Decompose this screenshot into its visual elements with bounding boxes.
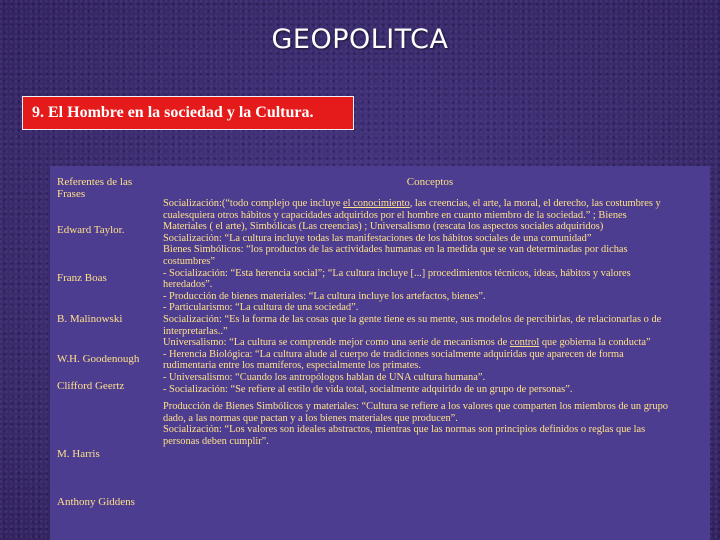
referent-clifford-geertz: Clifford Geertz: [57, 380, 125, 392]
concepts-block-main: [163, 198, 668, 395]
referent-malinowski: B. Malinowski: [57, 313, 123, 325]
referent-franz-boas: Franz Boas: [57, 272, 107, 284]
referents-column-header: Referentes de las Frases: [57, 176, 133, 200]
section-heading: 9. El Hombre en la sociedad y la Cultura.: [22, 96, 354, 130]
concept-boas-socializacion: Socialización: “La cultura incluye todas las manifestaciones de los hábitos sociales de una comunidad”: [163, 232, 592, 244]
referent-goodenough: W.H. Goodenough: [57, 353, 140, 365]
concept-herencia-biologica: - Herencia Biológica: “La cultura alude al cuerpo de tradiciones socialmente adquiridas que aparecen de forma rudimentaria entre los mamíferos, especialmente los primates.: [163, 348, 624, 372]
concepts-column: [163, 198, 668, 447]
concept-text: que gobierna la conducta”: [539, 337, 651, 349]
link-el-conocimiento[interactable]: el conocimiento: [343, 198, 410, 209]
referent-m-harris: M. Harris: [57, 448, 100, 460]
referent-anthony-giddens: Anthony Giddens: [57, 496, 135, 508]
concept-malinowski-socializacion: - Socialización: “Esta herencia social”; “La cultura incluye [...] procedimientos técnicos, ideas, hábitos y valores heredados”.: [163, 267, 631, 291]
concept-geertz-universalismo: [163, 337, 668, 349]
concepts-column-header: Conceptos: [406, 176, 454, 188]
concept-malinowski-bienes-materiales: - Producción de bienes materiales: “La cultura incluye los artefactos, bienes”.: [163, 290, 486, 302]
slide-title: GEOPOLITCA: [271, 24, 449, 55]
concepts-block-giddens: [163, 401, 668, 447]
concept-giddens-produccion: Producción de Bienes Simbólicos y materiales: “Cultura se refiere a los valores que comparten los miembros de un grupo dado, a las normas que pactan y a los bienes materiales que producen”.: [163, 401, 668, 424]
concept-goodenough-socializacion: Socialización: “Es la forma de las cosas que la gente tiene es su mente, sus modelos de percibirlas, de relacionarlas o de interpretarlas..”: [163, 313, 662, 337]
link-control[interactable]: control: [509, 337, 540, 349]
concept-boas-bienes-simbolicos: Bienes Simbólicos: “los productos de las actividades humanas en la medida que se van determinadas por dichas costumbres”: [163, 244, 628, 267]
concept-taylor-socializacion: [163, 198, 668, 233]
concept-malinowski-particularismo: - Particularismo: “La cultura de una sociedad”.: [163, 302, 359, 314]
concept-text: , las creencias, el arte, la moral, el derecho, las costumbres y cualesquiera otros hábitos y capacidades adquiridos por el hombre en cuanto miembro de la sociedad.” ; Bienes Materiales ( el arte), Simbólicas (Las creencias) ; Universalismo (rescata los aspectos sociales adquiridos): [163, 198, 661, 233]
concept-text: Socialización:(“todo complejo que incluye: [163, 198, 344, 209]
concept-text: Universalismo: “La cultura se comprende mejor como una serie de mecanismos de: [163, 337, 510, 349]
referent-edward-taylor: Edward Taylor.: [57, 224, 125, 236]
concept-universalismo: - Universalismo: “Cuando los antropólogos hablan de UNA cultura humana”.: [163, 371, 486, 383]
concept-giddens-socializacion: Socialización: “Los valores son ideales abstractos, mientras que las normas son principios definidos o reglas que las personas deben cumplir”.: [163, 424, 646, 447]
concept-harris-socializacion: - Socialización: “Se refiere al estilo de vida total, socialmente adquirido de un grupo de personas”.: [163, 383, 573, 395]
